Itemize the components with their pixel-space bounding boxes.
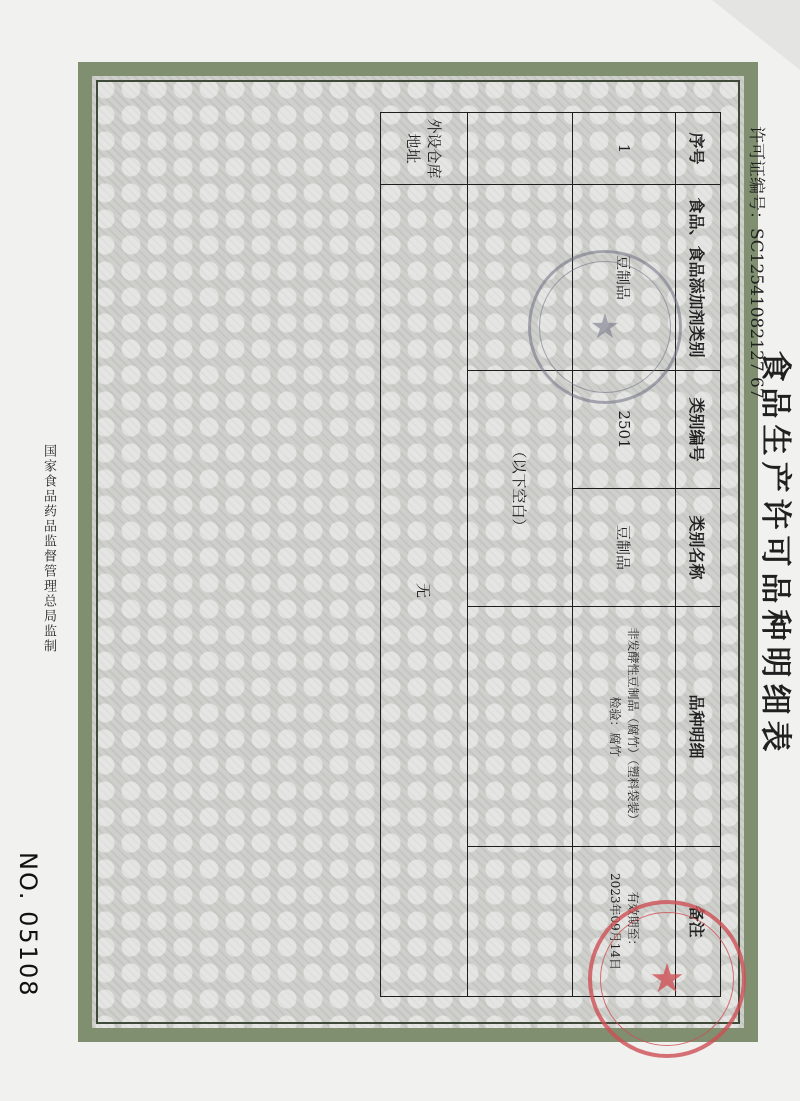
license-label: 许可证编号： [746, 126, 766, 228]
license-value: SC12541082127 67 [746, 228, 766, 399]
cell-detail [573, 607, 676, 847]
header-name: 类别名称 [676, 489, 721, 607]
table-row [573, 113, 676, 997]
star-icon: ★ [649, 956, 685, 1002]
official-seal-left [528, 250, 682, 404]
external-value: 无 [381, 185, 468, 997]
seal-ring [539, 261, 671, 393]
cell-seq: 1 [573, 113, 676, 185]
page-title: 食品生产许可品种明细表 [757, 350, 793, 758]
star-icon: ★ [589, 307, 621, 347]
variety-table [380, 112, 721, 997]
official-seal-right [588, 900, 746, 1058]
blank-cell [468, 607, 573, 847]
seal-ring [600, 912, 734, 1046]
header-remark: 备注 [676, 847, 721, 997]
table-header-row [676, 113, 721, 997]
table-row-blank [468, 113, 573, 997]
remark-line: 2023年09月14日 [608, 872, 622, 971]
header-seq: 序号 [676, 113, 721, 185]
detail-line: 检验：腐竹 [608, 696, 622, 757]
issuer-footer: 国家食品药品监督管理总局监制 [41, 444, 56, 654]
serial-number: NO. 05108 [14, 852, 42, 998]
cell-code: 2501 [573, 371, 676, 489]
blank-note: （以下空白） [468, 371, 573, 607]
header-category: 食品、食品添加剂类别 [676, 185, 721, 371]
header-code: 类别编号 [676, 371, 721, 489]
blank-cell [468, 847, 573, 997]
external-warehouse-row [381, 113, 468, 997]
external-label: 外设仓库地址 [381, 113, 468, 185]
header-detail: 品种明细 [676, 607, 721, 847]
blank-cell [468, 113, 573, 185]
detail-line: 非发酵性豆制品（腐竹）（塑料袋装） [626, 627, 640, 826]
remark-line: 有效期至： [626, 891, 640, 952]
cell-category: 豆制品 [573, 185, 676, 371]
certificate-content [401, 112, 800, 996]
cell-name: 豆制品 [573, 489, 676, 607]
license-number [746, 126, 771, 399]
